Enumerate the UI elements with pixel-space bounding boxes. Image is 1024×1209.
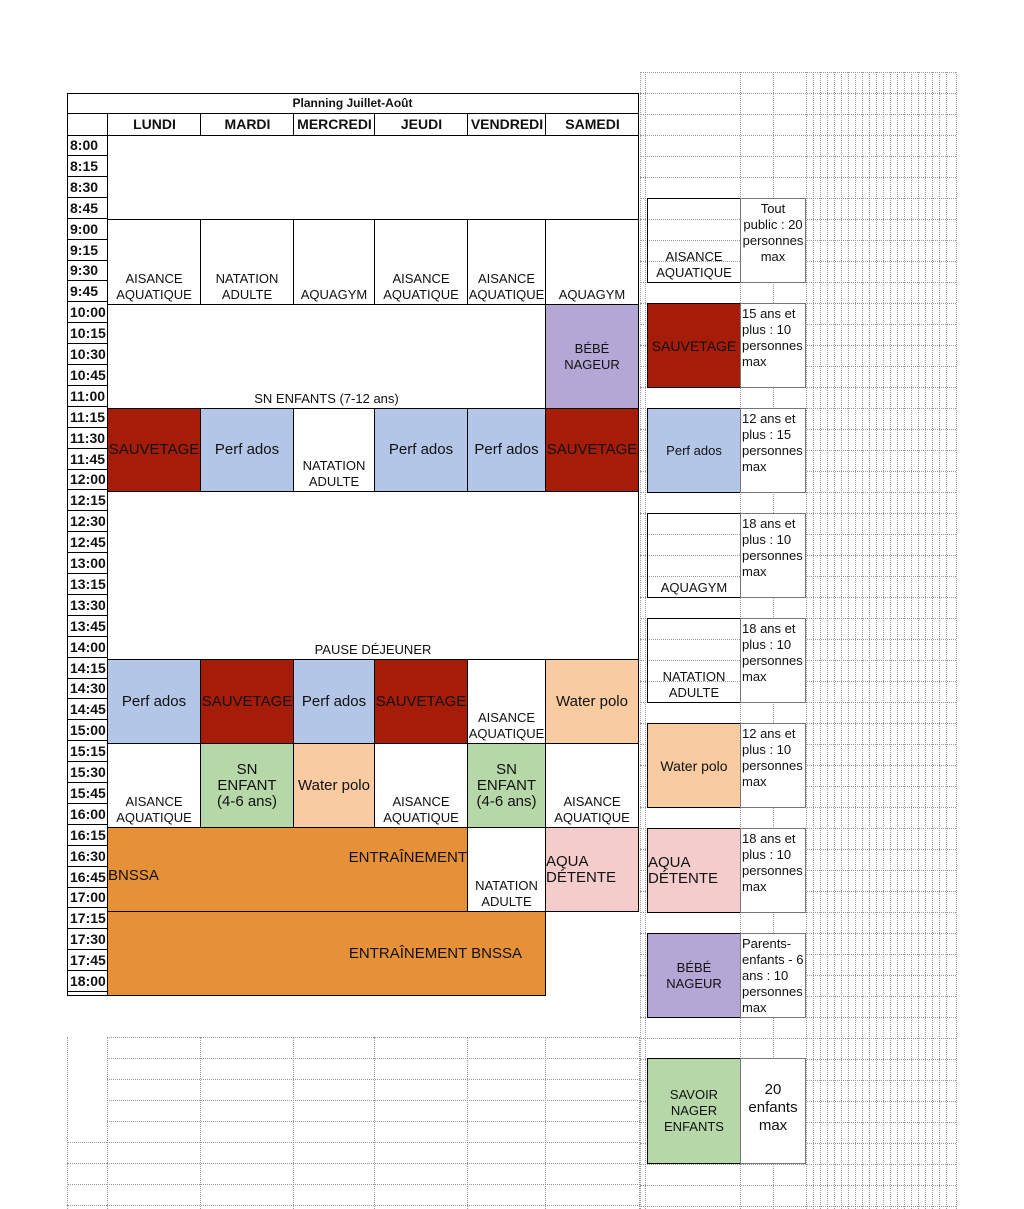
gridline [107,1100,640,1101]
time-label: 14:45 [67,699,108,720]
slot-vendredi-1515: SN ENFANT (4-6 ans) [467,743,546,828]
legend-note: 18 ans et plus : 10 personnes max [740,618,806,703]
legend-swatch: SAUVETAGE [647,303,741,388]
legend-note: Parents-enfants - 6 ans : 10 personnes max [740,933,806,1018]
time-label: 14:30 [67,678,108,699]
time-label: 8:30 [67,177,108,198]
legend-note: 18 ans et plus : 10 personnes max [740,513,806,598]
slot-vendredi-1615: NATATION ADULTE [467,827,546,912]
gridline [640,1206,956,1207]
day-header-mardi: MARDI [200,114,294,136]
time-label: 11:30 [67,428,108,449]
time-label: 17:00 [67,887,108,908]
time-label: 14:00 [67,637,108,658]
slot-jeudi-1415: SAUVETAGE [374,659,468,744]
time-label: 12:30 [67,511,108,532]
slot-mardi-0900: NATATION ADULTE [200,219,294,305]
time-label: 10:00 [67,302,108,323]
legend-swatch: NATATION ADULTE [647,618,741,703]
gridline [107,1184,640,1185]
time-label: 16:30 [67,846,108,867]
time-label: 15:30 [67,762,108,783]
time-label: 15:15 [67,741,108,762]
legend-swatch: AQUAGYM [647,513,741,598]
slot-lundi-1415: Perf ados [107,659,201,744]
time-label: 9:45 [67,281,108,302]
gridline [640,156,956,157]
slot-vendredi-0900: AISANCE AQUATIQUE [467,219,546,305]
day-header-jeudi: JEUDI [374,114,468,136]
legend-note: 12 ans et plus : 15 personnes max [740,408,806,493]
slot-jeudi-0900: AISANCE AQUATIQUE [374,219,468,305]
gridline [640,1164,956,1165]
gridline [640,72,956,73]
time-label: 8:45 [67,198,108,219]
bottom-line [67,995,108,996]
day-header-lundi: LUNDI [107,114,201,136]
slot-mercredi-0900: AQUAGYM [293,219,375,305]
legend-note: 12 ans et plus : 10 personnes max [740,723,806,808]
slot-samedi-1000: BÉBÉ NAGEUR [545,304,639,409]
gridline [640,177,956,178]
gridline [107,1121,640,1122]
slot-samedi-1515: AISANCE AQUATIQUE [545,743,639,828]
time-label: 11:15 [67,407,108,428]
gridline [107,1163,640,1164]
time-label: 14:15 [67,658,108,679]
slot-mercredi-1415: Perf ados [293,659,375,744]
time-label: 10:15 [67,323,108,344]
time-label: 18:00 [67,971,108,992]
time-label: 12:45 [67,532,108,553]
day-header-samedi: SAMEDI [545,114,639,136]
slot-jeudi-1115: Perf ados [374,408,468,492]
time-label: 10:30 [67,344,108,365]
gridline [67,1142,107,1143]
time-label: 9:00 [67,219,108,240]
time-label: 10:45 [67,365,108,386]
time-label: 16:15 [67,825,108,846]
legend-swatch: Water polo [647,723,741,808]
slot-vendredi-1415: AISANCE AQUATIQUE [467,659,546,744]
gridline [640,93,956,94]
slot-samedi-1115: SAUVETAGE [545,408,639,492]
legend-note: 20 enfants max [740,1058,806,1164]
title-row [67,93,639,114]
time-label: 13:15 [67,574,108,595]
legend-swatch: AQUA DÉTENTE [647,828,741,913]
gridline [107,1142,640,1143]
slot-entrainement-1615 [107,827,468,912]
slot-mardi-1415: SAUVETAGE [200,659,294,744]
slot-entrainement-1715: ENTRAÎNEMENT BNSSA [107,911,546,996]
entrainement-label-2: BNSSA [108,867,159,884]
gridline [107,1205,640,1206]
legend-swatch: AISANCE AQUATIQUE [647,198,741,283]
slot-mardi-1115: Perf ados [200,408,294,492]
gridline [107,1037,640,1038]
time-label: 12:15 [67,490,108,511]
time-label: 17:30 [67,929,108,950]
page-title: Planning Juillet-Août [292,96,413,110]
legend-note: 18 ans et plus : 10 personnes max [740,828,806,913]
slot-vendredi-1115: Perf ados [467,408,546,492]
time-label: 13:30 [67,595,108,616]
time-label: 8:15 [67,156,108,177]
time-label: 16:00 [67,804,108,825]
gridline [67,1184,107,1185]
gridline [107,1058,640,1059]
time-label: 8:00 [67,135,108,156]
gridline [107,1079,640,1080]
time-label: 11:45 [67,449,108,470]
legend-note: Tout public : 20 personnes max [740,198,806,283]
slot-lundi-1115: SAUVETAGE [107,408,201,492]
time-label: 15:45 [67,783,108,804]
time-label: 15:00 [67,720,108,741]
time-label: 17:45 [67,950,108,971]
time-label: 16:45 [67,867,108,888]
legend-swatch: SAVOIR NAGER ENFANTS [647,1058,741,1164]
legend-swatch: Perf ados [647,408,741,493]
slot-mercredi-1515: Water polo [293,743,375,828]
slot-mercredi-1115: NATATION ADULTE [293,408,375,492]
entrainement-label-1: ENTRAÎNEMENT [348,849,467,866]
legend-note: 15 ans et plus : 10 personnes max [740,303,806,388]
day-header-vendredi: VENDREDI [467,114,546,136]
slot-samedi-1615: AQUA DÉTENTE [545,827,639,912]
time-label: 9:15 [67,240,108,261]
gridline [67,1163,107,1164]
slot-jeudi-1515: AISANCE AQUATIQUE [374,743,468,828]
slot-mardi-1515: SN ENFANT (4-6 ans) [200,743,294,828]
gridline [956,72,957,1209]
slot-samedi-1415: Water polo [545,659,639,744]
time-label: 17:15 [67,908,108,929]
slot-lundi-1515: AISANCE AQUATIQUE [107,743,201,828]
day-header-mercredi: MERCREDI [293,114,375,136]
slot-lundi-0900: AISANCE AQUATIQUE [107,219,201,305]
legend-swatch: BÉBÉ NAGEUR [647,933,741,1018]
gridline [640,135,956,136]
slot-pause-dejeuner: PAUSE DÉJEUNER [107,491,639,660]
time-label: 13:45 [67,616,108,637]
time-label: 11:00 [67,386,108,407]
slot-sn-enfants-band: SN ENFANTS (7-12 ans) [107,304,546,409]
time-label: 12:00 [67,469,108,490]
gridline [640,1185,956,1186]
gridline [640,114,956,115]
gridline [640,1038,956,1039]
slot-samedi-0900: AQUAGYM [545,219,639,305]
time-label: 9:30 [67,260,108,281]
gridline [67,1205,107,1206]
time-label: 13:00 [67,553,108,574]
